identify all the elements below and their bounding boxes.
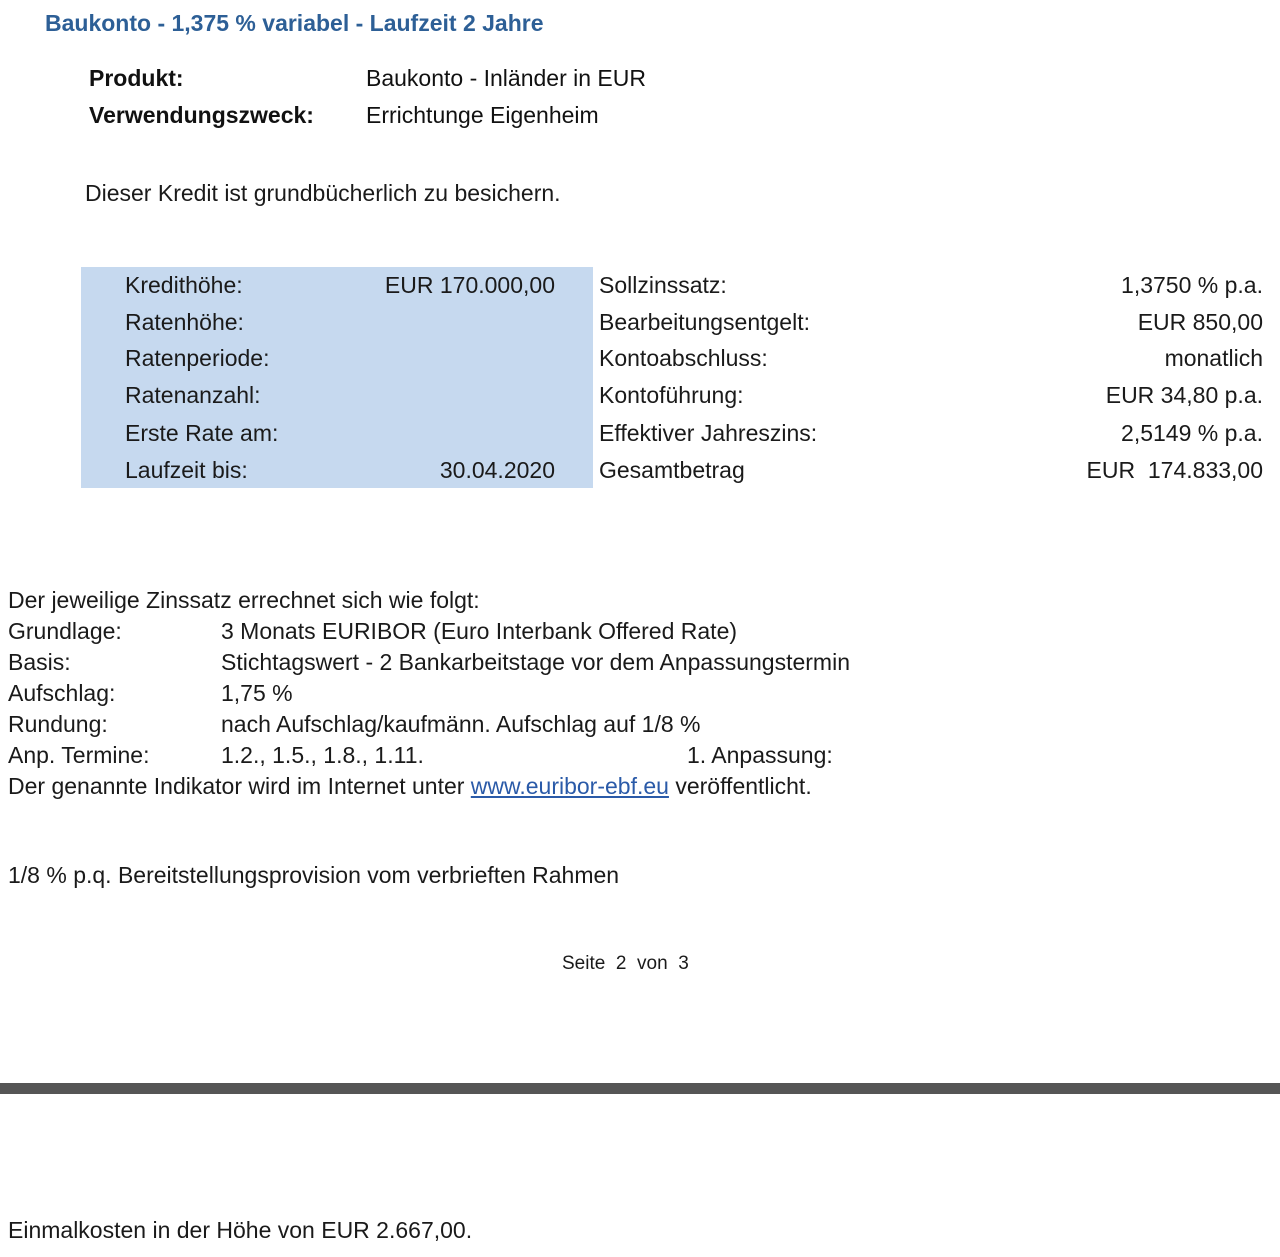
page-current: 2: [615, 953, 627, 974]
right-value-sollzinssatz: 1,3750 % p.a.: [1121, 272, 1263, 298]
page-total: 3: [678, 953, 689, 974]
purpose-value: Errichtunge Eigenheim: [366, 102, 599, 128]
rate-value-grundlage: 3 Monats EURIBOR (Euro Interbank Offered Rate): [221, 618, 738, 644]
rate-label-aufschlag: Aufschlag:: [8, 680, 116, 706]
rate-label-grundlage: Grundlage:: [8, 618, 122, 644]
right-label-bearbeitungsentgelt: Bearbeitungsentgelt:: [599, 309, 810, 335]
right-label-kontoabschluss: Kontoabschluss:: [599, 345, 768, 371]
provision-text: 1/8 % p.q. Bereitstellungsprovision vom verbrieften Rahmen: [8, 862, 620, 888]
rate-value-basis: Stichtagswert - 2 Bankarbeitstage vor dem Anpassungstermin: [221, 649, 850, 675]
purpose-label: Verwendungszweck:: [89, 102, 314, 128]
first-adjustment-label: 1. Anpassung:: [687, 742, 833, 768]
right-value-kontofuehrung: EUR 34,80 p.a.: [1105, 382, 1263, 408]
left-label-laufzeit: Laufzeit bis:: [125, 457, 248, 483]
rate-value-rundung: nach Aufschlag/kaufmänn. Aufschlag auf 1/8 %: [221, 711, 701, 737]
right-value-gesamtbetrag: EUR 174.833,00: [1086, 457, 1263, 483]
left-label-ratenperiode: Ratenperiode:: [125, 345, 270, 371]
left-label-ratenanzahl: Ratenanzahl:: [125, 382, 261, 408]
page-von-label: von: [637, 953, 668, 974]
indicator-suffix: veröffentlicht.: [675, 773, 812, 799]
left-label-kredithoehe: Kredithöhe:: [125, 272, 243, 298]
right-label-effektiver-jahreszins: Effektiver Jahreszins:: [599, 420, 818, 446]
indicator-sentence: [8, 773, 812, 800]
left-value-kredithoehe: EUR 170.000,00: [384, 272, 555, 298]
indicator-prefix: Der genannte Indikator wird im Internet unter: [8, 773, 465, 799]
intro-text: Dieser Kredit ist grundbücherlich zu besichern.: [85, 180, 561, 206]
product-label: Produkt:: [89, 65, 184, 91]
rate-value-aufschlag: 1,75 %: [221, 680, 293, 706]
left-label-ratenhoehe: Ratenhöhe:: [125, 309, 244, 335]
right-value-bearbeitungsentgelt: EUR 850,00: [1137, 309, 1263, 335]
page-number: [562, 953, 689, 975]
rate-label-rundung: Rundung:: [8, 711, 108, 737]
rate-label-anp-termine: Anp. Termine:: [8, 742, 150, 768]
loan-summary-panel: [81, 267, 593, 488]
rate-value-anp-termine: 1.2., 1.5., 1.8., 1.11.: [221, 742, 424, 768]
right-label-gesamtbetrag: Gesamtbetrag: [599, 457, 745, 483]
left-value-laufzeit: 30.04.2020: [439, 457, 555, 483]
page-separator: [0, 1083, 1280, 1094]
page-seite-label: Seite: [562, 953, 606, 974]
one-time-costs-text: Einmalkosten in der Höhe von EUR 2.667,00.: [8, 1217, 473, 1243]
euribor-link[interactable]: www.euribor-ebf.eu: [470, 773, 669, 799]
rate-label-basis: Basis:: [8, 649, 71, 675]
right-value-effektiver-jahreszins: 2,5149 % p.a.: [1121, 420, 1263, 446]
product-value: Baukonto - Inländer in EUR: [366, 65, 646, 91]
document-title: Baukonto - 1,375 % variabel - Laufzeit 2 Jahre: [45, 10, 544, 36]
right-label-kontofuehrung: Kontoführung:: [599, 382, 744, 408]
right-label-sollzinssatz: Sollzinssatz:: [599, 272, 727, 298]
right-value-kontoabschluss: monatlich: [1164, 345, 1263, 371]
rate-section-heading: Der jeweilige Zinssatz errechnet sich wie folgt:: [8, 587, 480, 613]
left-label-erste-rate: Erste Rate am:: [125, 420, 279, 446]
